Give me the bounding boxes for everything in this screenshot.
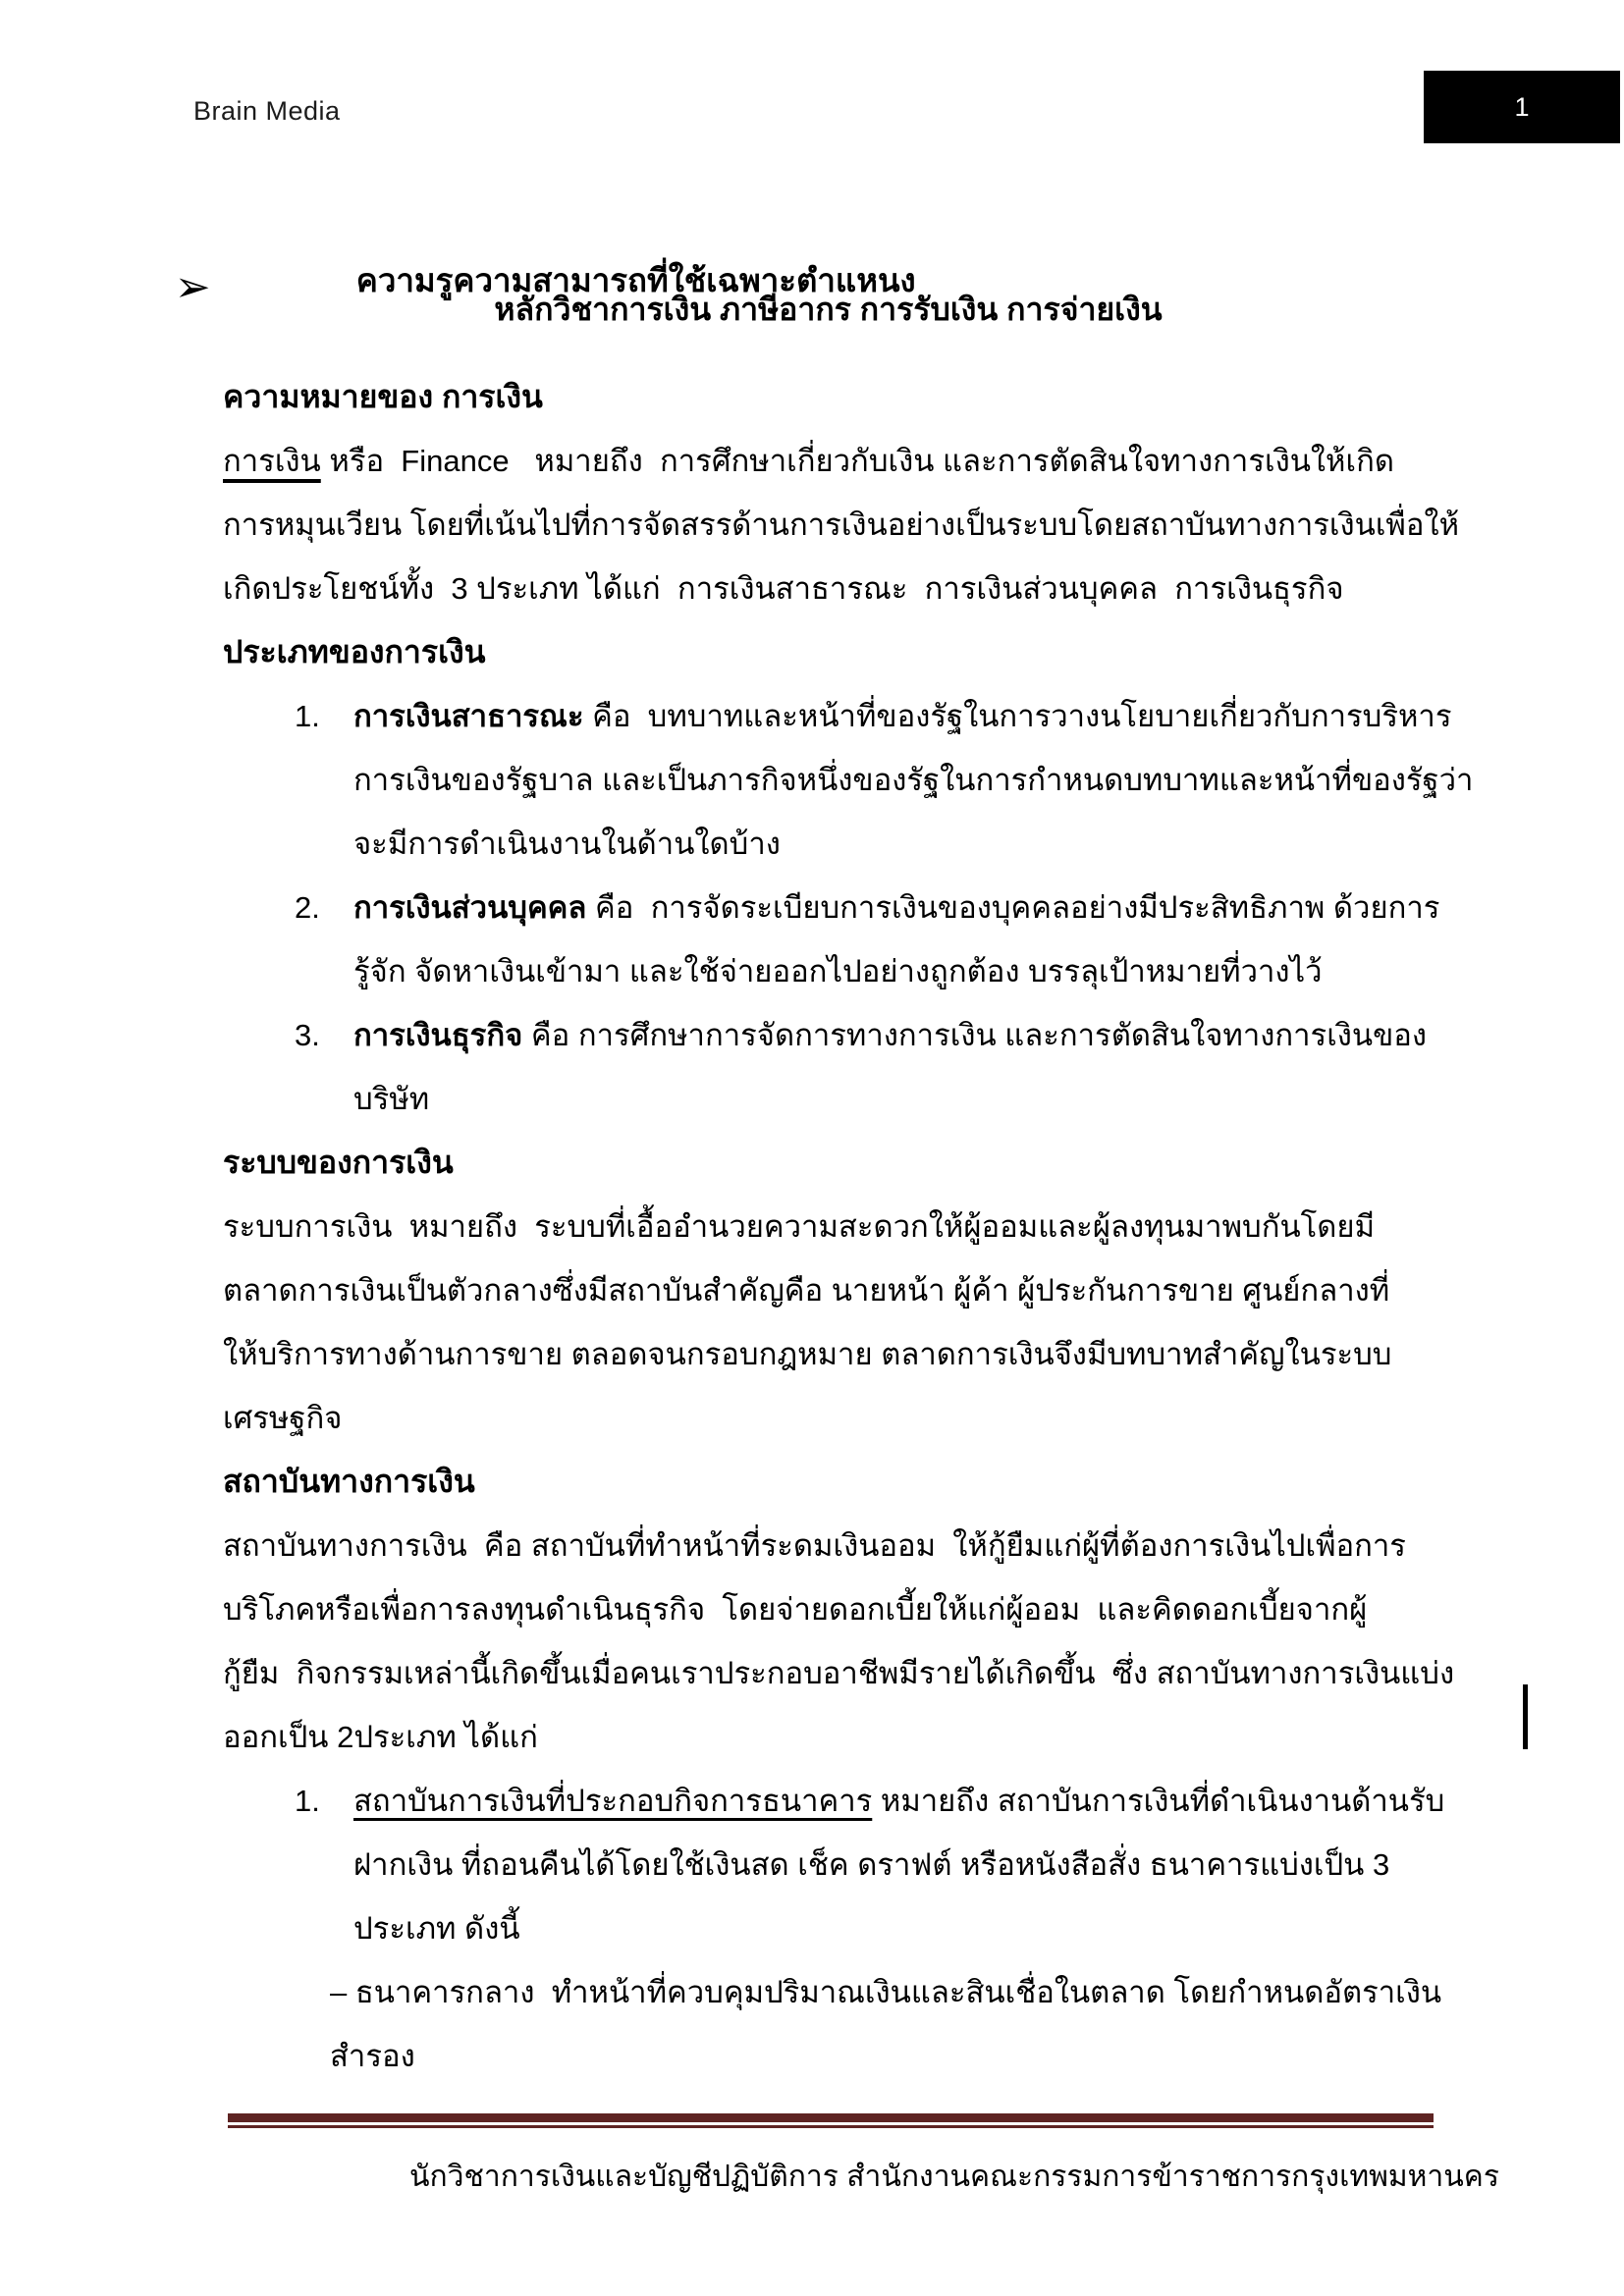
text-line [223,1258,1440,1322]
text-line [223,1322,1440,1386]
text-segment: คือ การจัดระเบียบการเงินของบุคคลอย่างมีประสิทธิภาพ ด้วยการ [586,890,1440,925]
text-segment: หมายถึง สถาบันการเงินที่ดำเนินงานด้านรับ [872,1784,1445,1818]
section-heading [223,365,1440,429]
bullet-heading [157,185,916,312]
list-number: 3. [295,1018,320,1052]
text-line [223,939,1440,1003]
change-bar [1523,1684,1528,1749]
text-segment: ตลาดการเงินเป็นตัวกลางซึ่งมีสถาบันสำคัญคือ นายหน้า ผู้ค้า ผู้ประกันการขาย ศูนย์กลางที่ [223,1273,1390,1308]
text-segment: กู้ยืม กิจกรรมเหล่านี้เกิดขึ้นเมื่อคนเราประกอบอาชีพมีรายได้เกิดขึ้น ซึ่ง สถาบันทางการเงินแบ่ง [223,1656,1455,1690]
list-item [223,1003,1440,1067]
list-item [223,876,1440,939]
text-segment: การเงินส่วนบุคคล [353,890,587,925]
text-line [223,1514,1440,1577]
text-segment: การเงินของรัฐบาล และเป็นภารกิจหนึ่งของรัฐในการกำหนดบทบาทและหน้าที่ของรัฐว่า [353,763,1474,797]
document-title: หลักวิชาการเงิน ภาษีอากร การรับเงิน การจ่ายเงิน [494,292,1163,327]
footer-text: นักวิชาการเงินและบัญชีปฏิบัติการ สำนักงานคณะกรรมการข้าราชการกรุงเทพมหานคร [409,2161,1499,2193]
page-number: 1 [1514,91,1530,122]
list-number: 1. [295,699,320,733]
text-segment: สำรอง [330,2039,415,2073]
text-segment: การเงินธุรกิจ [353,1018,523,1052]
text-segment: หรือ Finance หมายถึง การศึกษาเกี่ยวกับเงิน และการตัดสินใจทางการเงินให้เกิด [320,444,1394,478]
list-item [223,1769,1445,1833]
text-line [223,1195,1440,1258]
text-line [223,557,1440,620]
brand-text: Brain Media [193,96,341,126]
text-segment: คือ การศึกษาการจัดการทางการเงิน และการตัดสินใจทางการเงินของ [522,1018,1428,1052]
text-segment: บริษัท [353,1082,430,1116]
text-line [223,1705,1440,1769]
footer-rule [228,2113,1434,2128]
section-heading [223,1131,1440,1195]
text-line [223,1067,1440,1131]
list-number: 1. [295,1784,320,1818]
text-segment: ให้บริการทางด้านการขาย ตลอดจนกรอบกฎหมาย ตลาดการเงินจึงมีบทบาทสำคัญในระบบ [223,1337,1392,1371]
text-line [223,2024,1440,2088]
text-segment: การเงิน [223,444,321,478]
text-line [223,429,1440,493]
text-segment: ประเภท ดังนี้ [353,1911,520,1946]
list-number: 2. [295,890,320,925]
text-segment: การเงินสาธารณะ [353,699,584,733]
text-line [223,1386,1440,1450]
text-line [223,748,1474,812]
text-line [223,493,1460,557]
section-heading [223,620,1440,684]
text-segment: รู้จัก จัดหาเงินเข้ามา และใช้จ่ายออกไปอย่างถูกต้อง บรรลุเป้าหมายที่วางไว้ [353,954,1323,988]
text-segment: การหมุนเวียน โดยที่เน้นไปที่การจัดสรรด้านการเงินอย่างเป็นระบบโดยสถาบันทางการเงินเพื่อให้ [223,507,1460,542]
text-segment: เศรษฐกิจ [223,1401,343,1435]
text-segment: จะมีการดำเนินงานในด้านใดบ้าง [353,827,781,861]
text-segment: สถาบันทางการเงิน [223,1464,475,1499]
text-line [223,1896,1440,1960]
text-line [223,1833,1440,1896]
text-segment: ฝากเงิน ที่ถอนคืนได้โดยใช้เงินสด เช็ค ดราฟต์ หรือหนังสือสั่ง ธนาคารแบ่งเป็น 3 [353,1847,1390,1882]
text-segment: ประเภทของการเงิน [223,634,486,669]
text-segment: ออกเป็น 2ประเภท ได้แก่ [223,1720,538,1754]
text-segment: สถาบันการเงินที่ประกอบกิจการธนาคาร [353,1784,873,1818]
text-segment: – ธนาคารกลาง ทำหน้าที่ควบคุมปริมาณเงินและสินเชื่อในตลาด โดยกำหนดอัตราเงิน [330,1975,1442,2009]
text-segment: คือ บทบาทและหน้าที่ของรัฐในการวางนโยบายเกี่ยวกับการบริหาร [583,699,1452,733]
page-number-box [1424,71,1620,143]
section-heading [223,1450,1440,1514]
text-line [223,1960,1440,2024]
text-segment: สถาบันทางการเงิน คือ สถาบันที่ทำหน้าที่ระดมเงินออม ให้กู้ยืมแก่ผู้ที่ต้องการเงินไปเพื่อการ [223,1528,1406,1563]
text-segment: ระบบการเงิน หมายถึง ระบบที่เอื้ออำนวยความสะดวกให้ผู้ออมและผู้ลงทุนมาพบกันโดยมี [223,1209,1376,1244]
text-line [223,812,1440,876]
text-segment: ความหมายของ การเงิน [223,379,543,414]
text-line [223,1641,1455,1705]
right-arrowhead-icon: ➢ [174,263,211,312]
document-body [223,365,1474,2088]
bullet-heading-text: ความรูความสามารถที่ใช้เฉพาะตำแหนง [355,262,916,298]
text-segment: เกิดประโยชน์ทั้ง 3 ประเภท ได้แก่ การเงินสาธารณะ การเงินส่วนบุคคล การเงินธุรกิจ [223,571,1344,606]
footer-rule-thin-line [228,2125,1434,2128]
text-segment: ระบบของการเงิน [223,1145,454,1180]
text-segment: บริโภคหรือเพื่อการลงทุนดำเนินธุรกิจ โดยจ่ายดอกเบี้ยให้แก่ผู้ออม และคิดดอกเบี้ยจากผู้ [223,1592,1368,1627]
list-item [223,684,1452,748]
text-line [223,1577,1440,1641]
